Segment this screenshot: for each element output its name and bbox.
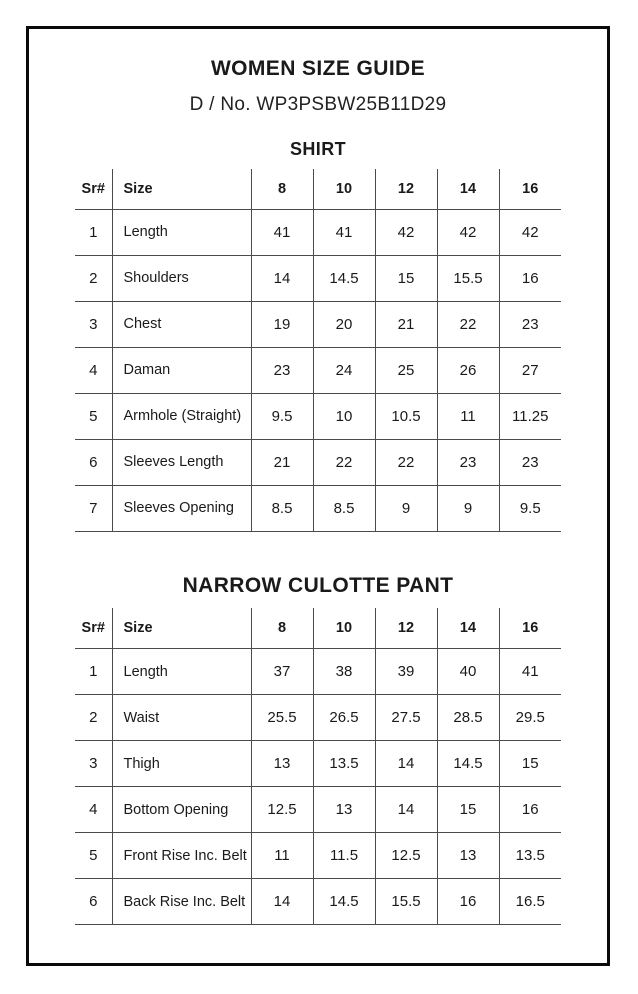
measurement-value-cell: 20: [313, 301, 375, 347]
size-guide-card: [26, 26, 610, 966]
table-row: [75, 255, 561, 301]
measurement-value-cell: 14.5: [313, 879, 375, 925]
measurement-value-cell: 14: [375, 787, 437, 833]
measurement-value-cell: 13: [437, 833, 499, 879]
table-row: [75, 485, 561, 531]
measurement-value-cell: 16: [499, 787, 561, 833]
sr-cell: 3: [75, 301, 112, 347]
measurement-value-cell: 23: [499, 439, 561, 485]
measurement-value-cell: 27.5: [375, 695, 437, 741]
measurement-label-cell: Sleeves Length: [112, 439, 251, 485]
measurement-value-cell: 15: [375, 255, 437, 301]
section-pant: [29, 574, 607, 925]
table-row: [75, 833, 561, 879]
measurement-value-cell: 10: [313, 393, 375, 439]
measurement-value-cell: 9.5: [251, 393, 313, 439]
measurement-value-cell: 14.5: [437, 741, 499, 787]
sr-column-header: Sr#: [75, 169, 112, 210]
sr-cell: 2: [75, 255, 112, 301]
measurement-value-cell: 25.5: [251, 695, 313, 741]
size-value-column-header: 10: [313, 608, 375, 649]
measurement-value-cell: 19: [251, 301, 313, 347]
measurement-label-cell: Length: [112, 649, 251, 695]
sr-cell: 3: [75, 741, 112, 787]
measurement-value-cell: 11.5: [313, 833, 375, 879]
measurement-value-cell: 29.5: [499, 695, 561, 741]
measurement-value-cell: 9: [375, 485, 437, 531]
size-column-header: Size: [112, 608, 251, 649]
measurement-value-cell: 16: [437, 879, 499, 925]
measurement-value-cell: 40: [437, 649, 499, 695]
sr-cell: 2: [75, 695, 112, 741]
measurement-label-cell: Thigh: [112, 741, 251, 787]
measurement-value-cell: 9: [437, 485, 499, 531]
size-value-column-header: 8: [251, 608, 313, 649]
measurement-value-cell: 21: [251, 439, 313, 485]
measurement-value-cell: 21: [375, 301, 437, 347]
size-value-column-header: 8: [251, 169, 313, 210]
sr-cell: 1: [75, 209, 112, 255]
measurement-value-cell: 16.5: [499, 879, 561, 925]
size-value-column-header: 16: [499, 169, 561, 210]
size-value-column-header: 12: [375, 169, 437, 210]
measurement-label-cell: Front Rise Inc. Belt: [112, 833, 251, 879]
measurement-value-cell: 41: [251, 209, 313, 255]
measurement-label-cell: Daman: [112, 347, 251, 393]
section-shirt: [29, 140, 607, 532]
size-column-header: Size: [112, 169, 251, 210]
header-row: [75, 169, 561, 210]
measurement-label-cell: Waist: [112, 695, 251, 741]
measurement-value-cell: 13.5: [313, 741, 375, 787]
section-title-pant: NARROW CULOTTE PANT: [182, 573, 454, 597]
measurement-value-cell: 38: [313, 649, 375, 695]
table-row: [75, 347, 561, 393]
measurement-label-cell: Armhole (Straight): [112, 393, 251, 439]
shirt-size-table: [75, 169, 561, 532]
sr-cell: 4: [75, 787, 112, 833]
measurement-value-cell: 14: [375, 741, 437, 787]
measurement-value-cell: 42: [437, 209, 499, 255]
size-value-column-header: 10: [313, 169, 375, 210]
measurement-value-cell: 25: [375, 347, 437, 393]
measurement-value-cell: 14: [251, 255, 313, 301]
measurement-value-cell: 24: [313, 347, 375, 393]
measurement-value-cell: 22: [437, 301, 499, 347]
table-row: [75, 649, 561, 695]
measurement-label-cell: Back Rise Inc. Belt: [112, 879, 251, 925]
measurement-value-cell: 15.5: [437, 255, 499, 301]
measurement-value-cell: 15: [437, 787, 499, 833]
measurement-label-cell: Bottom Opening: [112, 787, 251, 833]
sr-cell: 6: [75, 439, 112, 485]
measurement-value-cell: 13: [313, 787, 375, 833]
size-value-column-header: 16: [499, 608, 561, 649]
table-row: [75, 695, 561, 741]
measurement-value-cell: 8.5: [313, 485, 375, 531]
measurement-value-cell: 23: [499, 301, 561, 347]
measurement-value-cell: 22: [313, 439, 375, 485]
measurement-value-cell: 9.5: [499, 485, 561, 531]
design-number: D / No. WP3PSBW25B11D29: [189, 94, 447, 116]
sr-cell: 5: [75, 393, 112, 439]
measurement-value-cell: 22: [375, 439, 437, 485]
measurement-value-cell: 26.5: [313, 695, 375, 741]
measurement-value-cell: 23: [437, 439, 499, 485]
measurement-value-cell: 13.5: [499, 833, 561, 879]
size-value-column-header: 14: [437, 169, 499, 210]
measurement-value-cell: 26: [437, 347, 499, 393]
measurement-value-cell: 15: [499, 741, 561, 787]
table-row: [75, 393, 561, 439]
measurement-label-cell: Shoulders: [112, 255, 251, 301]
sr-cell: 4: [75, 347, 112, 393]
measurement-value-cell: 42: [375, 209, 437, 255]
measurement-value-cell: 42: [499, 209, 561, 255]
header-row: [75, 608, 561, 649]
measurement-value-cell: 10.5: [375, 393, 437, 439]
measurement-value-cell: 39: [375, 649, 437, 695]
measurement-value-cell: 12.5: [375, 833, 437, 879]
size-value-column-header: 12: [375, 608, 437, 649]
measurement-value-cell: 37: [251, 649, 313, 695]
size-value-column-header: 14: [437, 608, 499, 649]
measurement-value-cell: 15.5: [375, 879, 437, 925]
measurement-label-cell: Chest: [112, 301, 251, 347]
measurement-value-cell: 13: [251, 741, 313, 787]
measurement-value-cell: 14: [251, 879, 313, 925]
measurement-label-cell: Sleeves Opening: [112, 485, 251, 531]
page-title: WOMEN SIZE GUIDE: [210, 57, 426, 80]
sr-cell: 1: [75, 649, 112, 695]
measurement-value-cell: 27: [499, 347, 561, 393]
measurement-value-cell: 8.5: [251, 485, 313, 531]
sr-cell: 6: [75, 879, 112, 925]
table-row: [75, 741, 561, 787]
measurement-value-cell: 16: [499, 255, 561, 301]
measurement-value-cell: 12.5: [251, 787, 313, 833]
pant-size-table: [75, 608, 561, 925]
measurement-label-cell: Length: [112, 209, 251, 255]
measurement-value-cell: 14.5: [313, 255, 375, 301]
measurement-value-cell: 23: [251, 347, 313, 393]
sr-cell: 5: [75, 833, 112, 879]
table-row: [75, 439, 561, 485]
table-row: [75, 301, 561, 347]
measurement-value-cell: 28.5: [437, 695, 499, 741]
measurement-value-cell: 41: [499, 649, 561, 695]
measurement-value-cell: 11: [251, 833, 313, 879]
table-row: [75, 879, 561, 925]
table-row: [75, 209, 561, 255]
section-title-shirt: SHIRT: [290, 139, 346, 160]
sr-cell: 7: [75, 485, 112, 531]
measurement-value-cell: 41: [313, 209, 375, 255]
table-row: [75, 787, 561, 833]
measurement-value-cell: 11: [437, 393, 499, 439]
sr-column-header: Sr#: [75, 608, 112, 649]
measurement-value-cell: 11.25: [499, 393, 561, 439]
